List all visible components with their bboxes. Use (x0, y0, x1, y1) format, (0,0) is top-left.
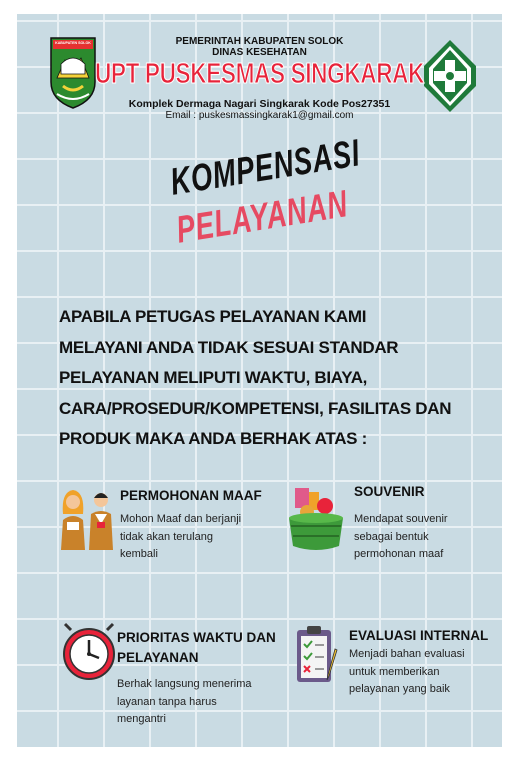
compensation-prioritas (117, 628, 285, 729)
item-text-line: pelayanan yang baik (349, 683, 450, 695)
address: Komplek Dermaga Nagari Singkarak Kode Pos27351 (128, 98, 391, 110)
item-text-line: layanan tanpa harus (117, 695, 217, 708)
gift-basket-icon (285, 484, 347, 554)
intro-line: PRODUK MAKA ANDA BERHAK ATAS : (59, 429, 367, 448)
item-title: EVALUASI INTERNAL (349, 628, 489, 643)
item-text (120, 511, 280, 564)
item-text-line: sebagai bentuk (354, 530, 429, 543)
item-text-line: Berhak langsung menerima (117, 678, 252, 690)
intro-line: MELAYANI ANDA TIDAK SESUAI STANDAR (59, 337, 399, 357)
intro-line: APABILA PETUGAS PELAYANAN KAMI (59, 307, 367, 326)
item-text-line: permohonan maaf (354, 548, 444, 560)
item-text-line: Mendapat souvenir (354, 513, 448, 525)
intro-line: PELAYANAN MELIPUTI WAKTU, BIAYA, (59, 368, 368, 387)
item-title: PERMOHONAN MAAF (120, 488, 262, 503)
item-text-line: tidak akan terulang (120, 530, 213, 543)
item-text-line: Mohon Maaf dan berjanji (120, 513, 242, 525)
compensation-evaluasi (349, 626, 499, 699)
emblem-text: KABUPATEN SOLOK (55, 41, 91, 45)
compensation-permohonan-maaf (120, 486, 280, 564)
org-line-2: DINAS KESEHATAN (212, 47, 307, 58)
item-text (117, 676, 285, 729)
clock-icon (61, 622, 117, 682)
checklist-clipboard-icon (293, 624, 341, 686)
item-title-line: PRIORITAS WAKTU DAN (117, 630, 276, 645)
item-text-line: untuk memberikan (349, 665, 440, 678)
intro-line: CARA/PROSEDUR/KOMPETENSI, FASILITAS DAN (59, 398, 452, 418)
title-pelayanan: PELAYANAN (173, 183, 351, 252)
compensation-souvenir (354, 482, 494, 564)
item-title: SOUVENIR (354, 484, 425, 499)
email: Email : puskesmassingkarak1@gmail.com (165, 110, 354, 121)
puskesmas-title: UPT PUSKESMAS SINGKARAK (94, 58, 425, 90)
org-line-1: PEMERINTAH KABUPATEN SOLOK (175, 36, 344, 47)
intro-text (59, 302, 479, 455)
apologizing-staff-icon (57, 486, 117, 552)
item-text (349, 646, 499, 699)
item-text (354, 511, 494, 564)
item-text-line: kembali (120, 548, 158, 560)
item-text-line: Menjadi bahan evaluasi (349, 648, 465, 660)
item-text-line: mengantri (117, 713, 166, 725)
title-kompensasi: KOMPENSASI (167, 132, 364, 204)
item-title-line: PELAYANAN (117, 650, 199, 665)
poster (17, 14, 502, 747)
